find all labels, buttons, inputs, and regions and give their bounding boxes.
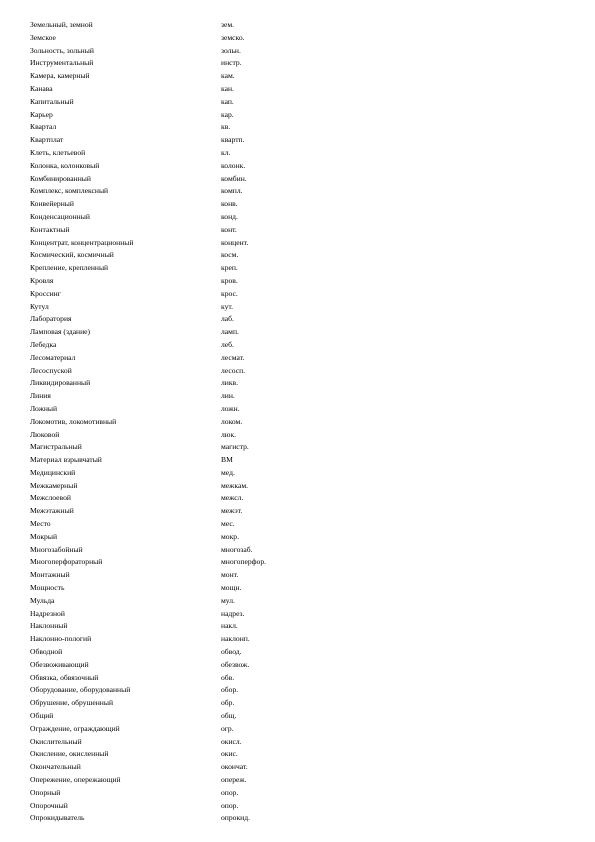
list-item	[30, 173, 570, 186]
abbreviation-text: люк.	[221, 429, 237, 439]
list-item	[30, 812, 570, 825]
term-text: Кутул	[30, 301, 49, 311]
list-item	[30, 518, 570, 531]
abbreviation-text: ложн.	[221, 403, 240, 413]
abbreviation-text: монт.	[221, 570, 239, 580]
list-item	[30, 160, 570, 173]
abbreviation-text: конд.	[221, 211, 238, 221]
term-text: Лесоматериал	[30, 352, 76, 362]
list-item	[30, 403, 570, 416]
abbreviation-text: мощн.	[221, 583, 242, 593]
term-text: Опережение, опережающий	[30, 775, 121, 785]
term-text: Межслоевой	[30, 493, 71, 503]
term-text: Ламповая (здание)	[30, 327, 91, 337]
abbreviation-text: окис.	[221, 749, 238, 759]
list-item	[30, 416, 570, 429]
abbreviation-text: локом.	[221, 416, 243, 426]
term-text: Мощность	[30, 583, 65, 593]
list-item	[30, 480, 570, 493]
list-item	[30, 326, 570, 339]
list-item	[30, 365, 570, 378]
abbreviation-text: лесмат.	[221, 352, 245, 362]
list-item	[30, 492, 570, 505]
abbreviation-text: опереж.	[221, 775, 247, 785]
list-item	[30, 19, 570, 32]
term-text: Инструментальный	[30, 58, 94, 68]
list-item	[30, 109, 570, 122]
term-text: Лесоспуской	[30, 365, 72, 375]
list-item	[30, 633, 570, 646]
abbreviation-text: окисл.	[221, 736, 242, 746]
abbreviation-list	[30, 19, 570, 825]
term-text: Конвейерный	[30, 199, 74, 209]
list-item	[30, 377, 570, 390]
term-text: Обводной	[30, 647, 63, 657]
term-text: Лаборатория	[30, 314, 72, 324]
list-item	[30, 224, 570, 237]
term-text: Окончательный	[30, 762, 81, 772]
abbreviation-text: многоперфор.	[221, 557, 267, 567]
term-text: Надрезной	[30, 608, 65, 618]
abbreviation-text: межкам.	[221, 480, 249, 490]
abbreviation-text: мул.	[221, 595, 235, 605]
list-item	[30, 121, 570, 134]
term-text: Кровля	[30, 275, 54, 285]
list-item	[30, 288, 570, 301]
abbreviation-text: мокр.	[221, 531, 239, 541]
list-item	[30, 710, 570, 723]
abbreviation-text: крос.	[221, 288, 238, 298]
abbreviation-text: конв.	[221, 199, 238, 209]
abbreviation-text: зем.	[221, 20, 235, 29]
list-item	[30, 697, 570, 710]
abbreviation-text: обр.	[221, 698, 235, 708]
term-text: Контактный	[30, 224, 70, 234]
term-text: Локомотив, локомотивный	[30, 416, 117, 426]
abbreviation-text: компл.	[221, 186, 243, 196]
list-item	[30, 454, 570, 467]
abbreviation-text: обор.	[221, 685, 239, 695]
list-item	[30, 57, 570, 70]
term-text: Зольность, зольный	[30, 45, 94, 55]
abbreviation-text: зольн.	[221, 45, 241, 55]
term-text: Концентрат, концентрационный	[30, 237, 134, 247]
abbreviation-text: лин.	[221, 391, 235, 401]
term-text: Многоперфораторный	[30, 557, 103, 567]
term-text: Магистральный	[30, 442, 82, 452]
term-text: Многозабойный	[30, 544, 83, 554]
abbreviation-text: общ.	[221, 711, 237, 721]
list-item	[30, 313, 570, 326]
list-item	[30, 134, 570, 147]
list-item	[30, 544, 570, 557]
list-item	[30, 32, 570, 45]
list-item	[30, 672, 570, 685]
list-item	[30, 262, 570, 275]
term-text: Линия	[30, 391, 51, 401]
abbreviation-text: квартп.	[221, 135, 245, 145]
list-item	[30, 659, 570, 672]
list-item	[30, 608, 570, 621]
list-item	[30, 211, 570, 224]
term-text: Опорочный	[30, 800, 68, 810]
term-text: Окисление, окисленный	[30, 749, 109, 759]
abbreviation-text: надрез.	[221, 608, 245, 618]
abbreviation-text: межэт.	[221, 506, 243, 516]
list-item	[30, 531, 570, 544]
abbreviation-text: накл.	[221, 621, 238, 631]
list-item	[30, 352, 570, 365]
list-item	[30, 83, 570, 96]
term-text: Земельный, земной	[30, 20, 93, 29]
term-text: Квартал	[30, 122, 57, 132]
abbreviation-text: обезвож.	[221, 659, 250, 669]
abbreviation-text: ламп.	[221, 327, 239, 337]
abbreviation-text: комбин.	[221, 173, 247, 183]
abbreviation-text: опор.	[221, 787, 239, 797]
abbreviation-text: леб.	[221, 339, 234, 349]
abbreviation-text: мес.	[221, 519, 235, 529]
term-text: Ликвидированный	[30, 378, 91, 388]
list-item	[30, 429, 570, 442]
term-text: Окислительный	[30, 736, 82, 746]
term-text: Материал взрывчатый	[30, 455, 102, 465]
term-text: Колонка, колонковый	[30, 160, 100, 170]
abbreviation-text: опор.	[221, 800, 239, 810]
abbreviation-text: опрокид.	[221, 813, 250, 823]
abbreviation-text: кров.	[221, 275, 238, 285]
list-item	[30, 723, 570, 736]
list-item	[30, 198, 570, 211]
list-item	[30, 556, 570, 569]
list-item	[30, 147, 570, 160]
term-text: Монтажный	[30, 570, 70, 580]
abbreviation-text: многозаб.	[221, 544, 253, 554]
list-item	[30, 390, 570, 403]
abbreviation-text: кл.	[221, 147, 231, 157]
term-text: Конденсационный	[30, 211, 90, 221]
abbreviation-text: колонк.	[221, 160, 246, 170]
abbreviation-text: лесосп.	[221, 365, 246, 375]
list-item	[30, 339, 570, 352]
abbreviation-text: мед.	[221, 467, 235, 477]
term-text: Межкамерный	[30, 480, 78, 490]
list-item	[30, 249, 570, 262]
list-item	[30, 595, 570, 608]
list-item	[30, 774, 570, 787]
list-item	[30, 582, 570, 595]
list-item	[30, 275, 570, 288]
abbreviation-text: огр.	[221, 723, 234, 733]
term-text: Обвязка, обвязочный	[30, 672, 99, 682]
term-text: Камера, камерный	[30, 71, 90, 81]
abbreviation-text: кар.	[221, 109, 234, 119]
term-text: Карьер	[30, 109, 53, 119]
term-text: Обезвоживающий	[30, 659, 89, 669]
term-text: Люковой	[30, 429, 60, 439]
term-text: Мульда	[30, 595, 55, 605]
abbreviation-text: обв.	[221, 672, 235, 682]
abbreviation-text: кам.	[221, 71, 235, 81]
abbreviation-text: инстр.	[221, 58, 242, 68]
term-text: Мокрый	[30, 531, 58, 541]
list-item	[30, 646, 570, 659]
term-text: Канава	[30, 83, 53, 93]
abbreviation-text: лаб.	[221, 314, 234, 324]
term-text: Ограждение, ограждающий	[30, 723, 120, 733]
list-item	[30, 569, 570, 582]
term-text: Комбинированный	[30, 173, 91, 183]
term-text: Общий	[30, 711, 54, 721]
abbreviation-text: окончат.	[221, 762, 248, 772]
list-item	[30, 301, 570, 314]
abbreviation-text: магистр.	[221, 442, 249, 452]
abbreviation-text: наклонп.	[221, 634, 250, 644]
term-text: Клеть, клетьевой	[30, 147, 86, 157]
term-text: Оборудование, оборудованный	[30, 685, 131, 695]
abbreviation-text: ликв.	[221, 378, 239, 388]
abbreviation-text: ВМ	[221, 455, 233, 465]
term-text: Наклонный	[30, 621, 68, 631]
abbreviation-text: межсл.	[221, 493, 244, 503]
abbreviation-text: косм.	[221, 250, 239, 260]
term-text: Межэтажный	[30, 506, 74, 516]
abbreviation-text: земско.	[221, 32, 245, 42]
abbreviation-text: концент.	[221, 237, 249, 247]
abbreviation-text: креп.	[221, 263, 238, 273]
abbreviation-text: кв.	[221, 122, 231, 132]
term-text: Космический, космичный	[30, 250, 114, 260]
list-item	[30, 684, 570, 697]
list-item	[30, 505, 570, 518]
term-text: Место	[30, 519, 51, 529]
list-item	[30, 748, 570, 761]
term-text: Крепление, крепленный	[30, 263, 109, 273]
term-text: Кроссинг	[30, 288, 61, 298]
term-text: Опорный	[30, 787, 61, 797]
term-text: Ложный	[30, 403, 58, 413]
term-text: Опрокидыватель	[30, 813, 85, 823]
term-text: Обрушение, обрушенный	[30, 698, 114, 708]
list-item	[30, 441, 570, 454]
abbreviation-text: кан.	[221, 83, 234, 93]
list-item	[30, 467, 570, 480]
list-item	[30, 620, 570, 633]
list-item	[30, 185, 570, 198]
list-item	[30, 70, 570, 83]
term-text: Медицинский	[30, 467, 76, 477]
term-text: Земское	[30, 32, 56, 42]
abbreviation-text: конт.	[221, 224, 237, 234]
term-text: Комплекс, комплексный	[30, 186, 109, 196]
list-item	[30, 787, 570, 800]
abbreviation-text: обвод.	[221, 647, 242, 657]
list-item	[30, 96, 570, 109]
abbreviation-text: кап.	[221, 96, 234, 106]
list-item	[30, 736, 570, 749]
list-item	[30, 237, 570, 250]
term-text: Квартплат	[30, 135, 64, 145]
term-text: Капитальный	[30, 96, 74, 106]
list-item	[30, 45, 570, 58]
term-text: Лебедка	[30, 339, 57, 349]
list-item	[30, 800, 570, 813]
abbreviation-text: кут.	[221, 301, 234, 311]
term-text: Наклонно-пологий	[30, 634, 92, 644]
list-item	[30, 761, 570, 774]
